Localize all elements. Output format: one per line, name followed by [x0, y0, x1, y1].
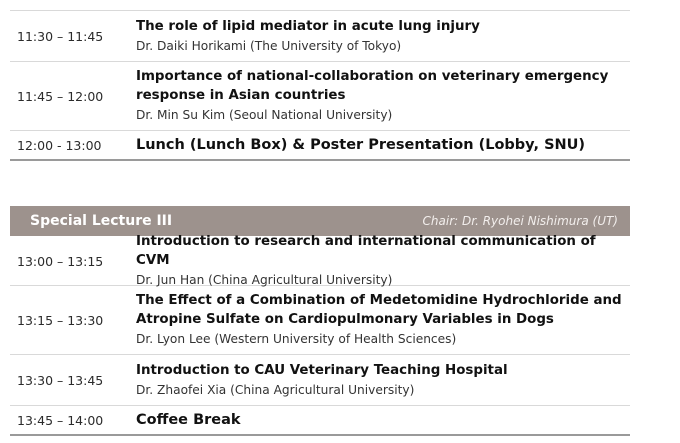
schedule-row [10, 285, 630, 354]
session-speaker: Dr. Lyon Lee (Western University of Health Sciences) [136, 332, 457, 346]
session-time: 11:30 – 11:45 [17, 28, 104, 44]
session-time: 13:00 – 13:15 [17, 253, 104, 269]
session-speaker: Dr. Min Su Kim (Seoul National University) [136, 108, 393, 122]
session-title: The role of lipid mediator in acute lung injury [136, 18, 480, 34]
session-title-line-2: Atropine Sulfate on Cardiopulmonary Variables in Dogs [136, 312, 554, 327]
schedule-block-2 [10, 234, 630, 436]
session-time: 12:00 - 13:00 [17, 137, 102, 153]
schedule-block-1 [10, 10, 630, 161]
session-time: 13:45 – 14:00 [17, 412, 104, 428]
session-time: 13:15 – 13:30 [17, 312, 104, 328]
session-title: Lunch (Lunch Box) & Poster Presentation (Lobby, SNU) [136, 136, 586, 153]
schedule-row [10, 61, 630, 130]
session-title-line-1: Importance of national-collaboration on veterinary emergency [136, 69, 609, 84]
session-title-line-2: response in Asian countries [136, 88, 346, 103]
session-title: Introduction to research and international communication of CVM [136, 234, 596, 268]
schedule-row [10, 10, 630, 61]
section-chair: Chair: Dr. Ryohei Nishimura (UT) [422, 214, 618, 228]
session-time: 11:45 – 12:00 [17, 88, 104, 104]
session-time: 13:30 – 13:45 [17, 372, 104, 388]
section-title: Special Lecture III [30, 213, 173, 229]
schedule-row [10, 234, 630, 287]
schedule-row [10, 405, 630, 436]
session-speaker: Dr. Jun Han (China Agricultural University) [136, 273, 393, 287]
session-title: Coffee Break [136, 411, 241, 428]
session-speaker: Dr. Zhaofei Xia (China Agricultural University) [136, 382, 415, 397]
schedule-row [10, 354, 630, 405]
session-title: Introduction to CAU Veterinary Teaching Hospital [136, 362, 508, 378]
schedule-row [10, 130, 630, 161]
session-title-line-1: The Effect of a Combination of Medetomidine Hydrochloride and [136, 293, 622, 308]
session-speaker: Dr. Daiki Horikami (The University of Tokyo) [136, 38, 402, 53]
